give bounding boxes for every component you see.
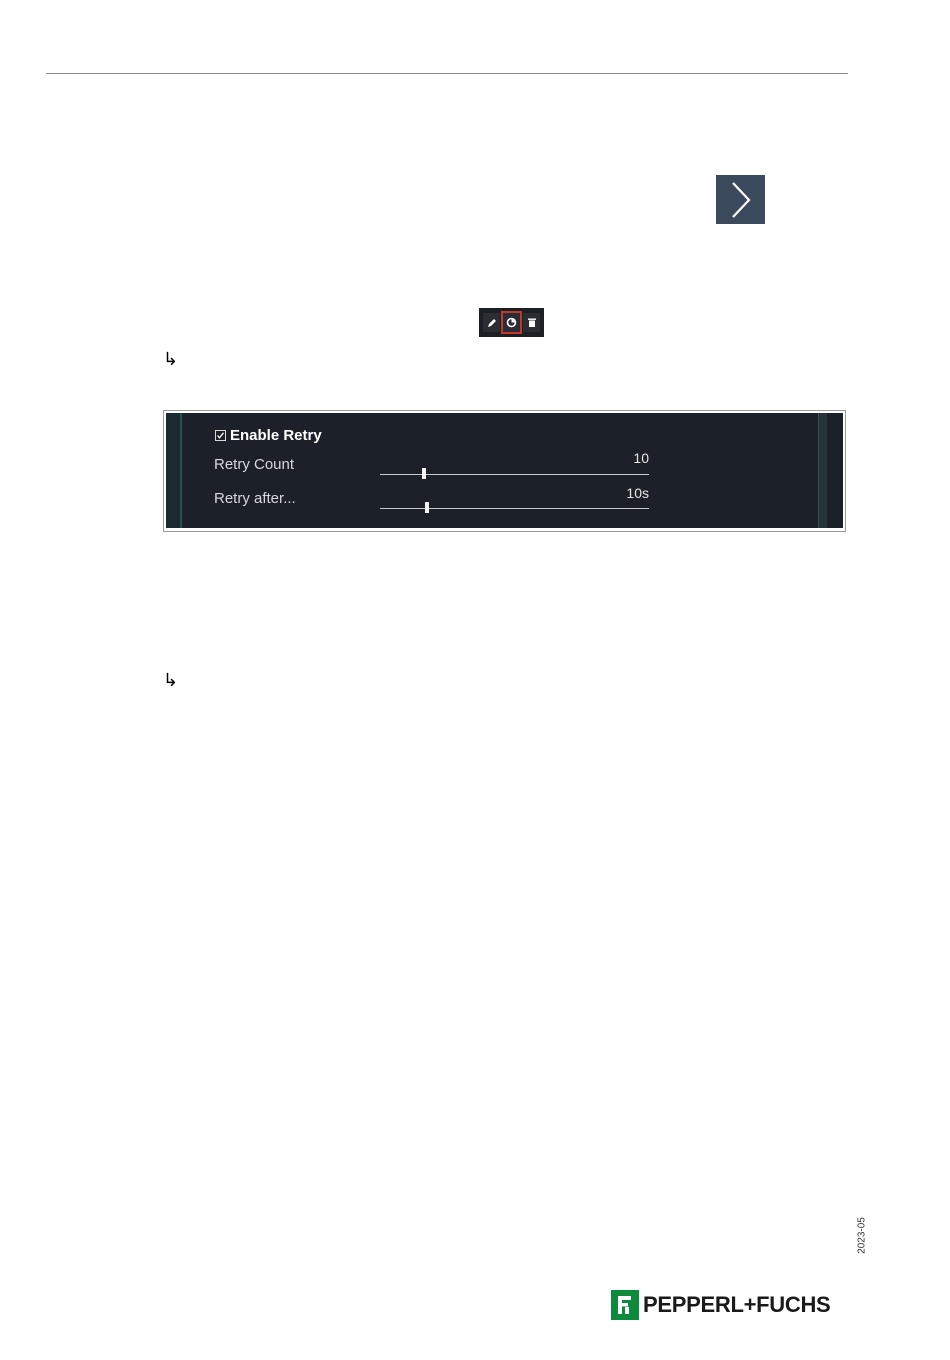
enable-retry-row[interactable] <box>215 427 322 444</box>
brand-logo <box>611 1290 830 1320</box>
retry-after-value: 10s <box>626 485 649 501</box>
brand-name: PEPPERL+FUCHS <box>643 1292 831 1317</box>
enable-retry-label: Enable Retry <box>230 427 322 444</box>
checkmark-icon <box>216 431 225 440</box>
slider-track <box>380 508 649 509</box>
result-arrow-icon: ↳ <box>163 349 179 369</box>
retry-settings-panel <box>166 413 843 528</box>
result-arrow-icon: ↳ <box>163 670 179 690</box>
retry-settings-screenshot <box>163 410 846 532</box>
retry-after-slider[interactable] <box>380 501 649 515</box>
next-button[interactable] <box>716 175 765 224</box>
retry-after-label: Retry after... <box>214 490 296 507</box>
delete-button[interactable] <box>523 313 540 332</box>
slider-thumb[interactable] <box>425 502 429 513</box>
retry-count-slider[interactable] <box>380 467 649 481</box>
row-action-toolbar <box>479 308 544 337</box>
retry-settings-button[interactable] <box>503 313 520 332</box>
slider-track <box>380 474 649 475</box>
enable-retry-checkbox[interactable] <box>215 430 226 441</box>
trash-icon <box>527 317 537 328</box>
retry-count-value: 10 <box>633 450 649 466</box>
pf-logo-icon <box>611 1290 639 1320</box>
header-rule <box>46 73 848 74</box>
retry-icon <box>506 317 517 328</box>
chevron-right-icon <box>729 181 753 219</box>
document-date-code: 2023-05 <box>856 1217 868 1254</box>
panel-scrollbar[interactable] <box>818 413 827 528</box>
slider-thumb[interactable] <box>422 468 426 479</box>
edit-button[interactable] <box>483 313 500 332</box>
retry-count-label: Retry Count <box>214 456 295 473</box>
panel-left-edge <box>166 413 182 528</box>
pencil-icon <box>487 318 497 328</box>
